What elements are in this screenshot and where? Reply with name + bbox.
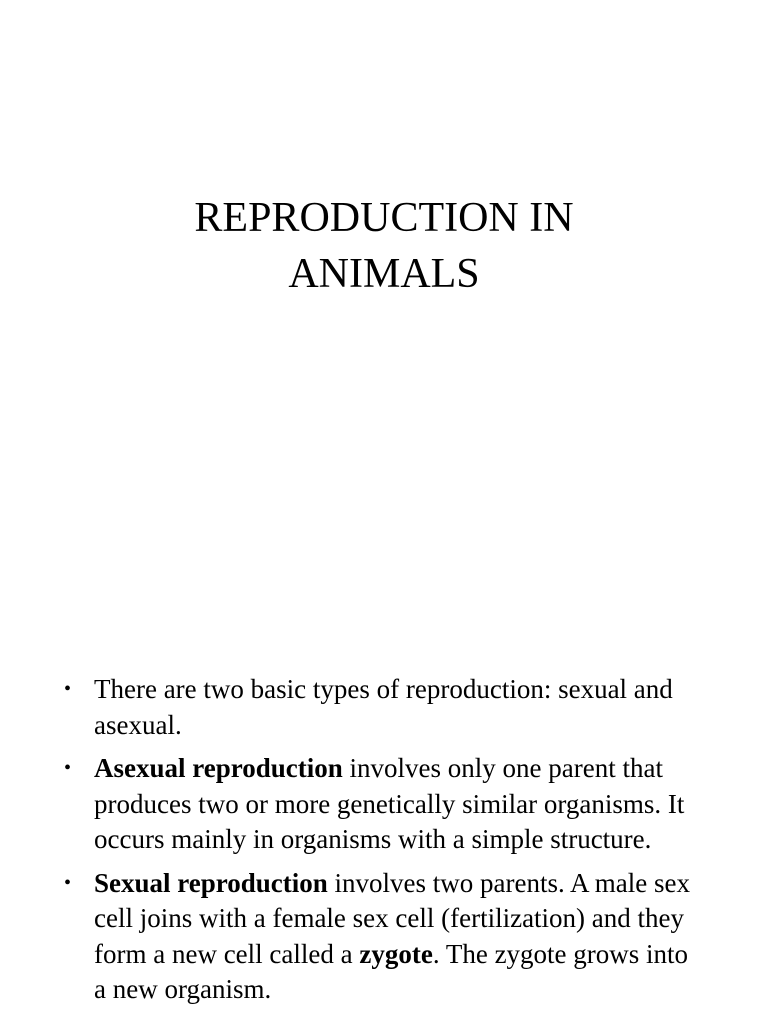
list-item (0, 751, 768, 858)
title-line-2: ANIMALS (288, 251, 480, 297)
page-title (0, 190, 768, 302)
bullet-text (94, 674, 673, 740)
bullet-list (0, 672, 768, 1016)
bullet-body: There are two basic types of reproduction: sexual and asexual. (94, 674, 673, 740)
bullet-bold-term-2: zygote (359, 938, 433, 969)
bullet-body: involves only one parent that produces two or more genetically similar organisms. It occurs mainly in organisms with a simple structure. (94, 753, 685, 854)
bullet-bold-term: Sexual reproduction (94, 867, 328, 898)
bullet-bold-term: Asexual reproduction (94, 753, 343, 783)
bullet-icon: • (64, 757, 72, 779)
bullet-icon: • (64, 678, 72, 700)
bullet-body: involves two parents. A male sex cell joins with a female sex cell (fertilization) and they form a new cell called a (94, 867, 690, 969)
bullet-icon: • (64, 871, 72, 894)
title-line-1: REPRODUCTION IN (194, 195, 574, 241)
list-item (0, 866, 768, 1008)
bullet-text (94, 868, 690, 1005)
bullet-text (94, 753, 684, 854)
bullet-body-2: . The zygote grows into a new organism. (94, 938, 689, 1004)
list-item (0, 672, 768, 743)
